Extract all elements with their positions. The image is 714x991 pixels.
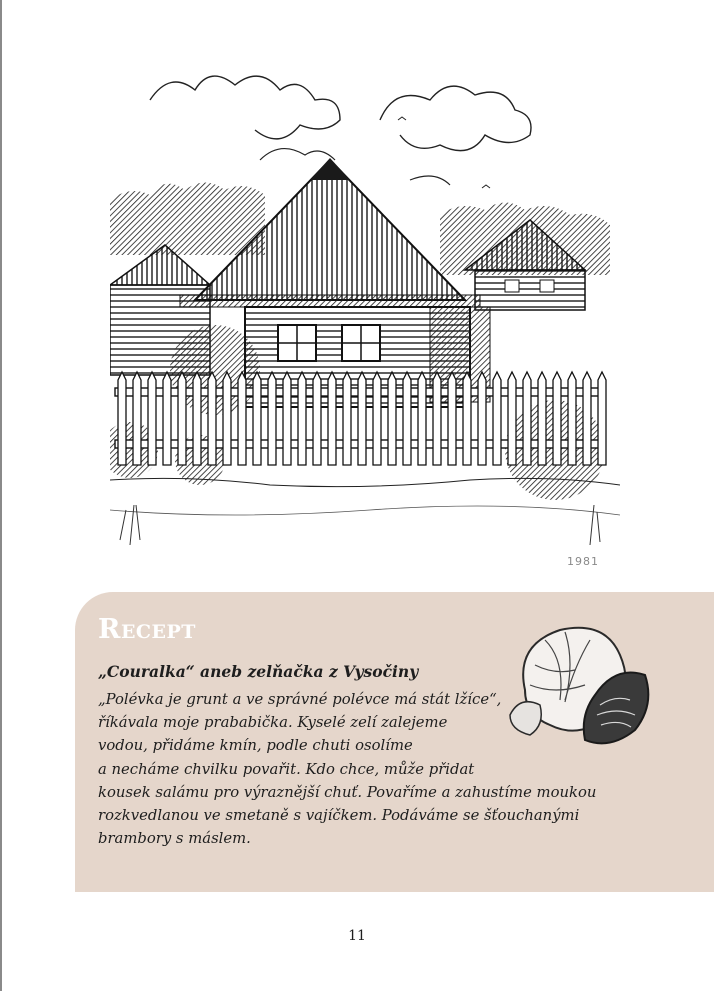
recipe-text-line: a necháme chvilku povařit. Kdo chce, může přidat [98, 760, 475, 778]
fence-picket [118, 372, 126, 465]
fence-picket [268, 372, 276, 465]
fence-picket [283, 372, 291, 465]
fence-picket [523, 372, 531, 465]
fence-picket [403, 372, 411, 465]
page-number: 11 [348, 928, 366, 944]
recipe-text-line: „Polévka je grunt a ve správné polévce má stát lžíce“, [98, 691, 502, 708]
recipe-text-line: brambory s máslem. [98, 830, 251, 848]
fence-picket [208, 372, 216, 465]
page-left-edge [0, 0, 2, 991]
fence-picket [223, 372, 231, 465]
village-cottages-illustration [110, 40, 620, 580]
recipe-text-line: kousek salámu pro výraznější chuť. Povaříme a zahustíme moukou [98, 783, 597, 801]
fence-picket [478, 372, 486, 465]
fence-picket [373, 372, 381, 465]
fence-picket [448, 372, 456, 465]
recipe-title: „Couralka“ aneb zelňačka z Vysočiny [98, 662, 419, 681]
fence-picket [238, 372, 246, 465]
recipe-text-line: rozkvedlanou ve smetaně s vajíčkem. Podáváme se šťouchanými [98, 807, 580, 825]
fence-picket [193, 372, 201, 465]
fence-picket [493, 372, 501, 465]
fence-picket [388, 372, 396, 465]
fence-picket [508, 372, 516, 465]
fence-picket [598, 372, 606, 465]
fence-picket [163, 372, 171, 465]
fence-picket [568, 372, 576, 465]
recipe-text-line: vodou, přidáme kmín, podle chuti osolíme [98, 737, 413, 755]
fence-picket [358, 372, 366, 465]
fence-picket [418, 372, 426, 465]
fence-picket [538, 372, 546, 465]
fence-picket [253, 372, 261, 465]
fence-picket [133, 372, 141, 465]
fence-picket [553, 372, 561, 465]
fence-picket [178, 372, 186, 465]
fence-picket [313, 372, 321, 465]
fence-picket [463, 372, 471, 465]
fence-picket [148, 372, 156, 465]
recipe-heading: Recept [98, 614, 196, 645]
recipe-text-line: říkávala moje prababička. Kyselé zelí zalejeme [98, 714, 448, 732]
artist-signature: 1981 [567, 555, 599, 568]
fence-picket [343, 372, 351, 465]
cabbage-illustration [505, 620, 655, 748]
fence-picket [328, 372, 336, 465]
fence-picket [433, 372, 441, 465]
fence-picket [298, 372, 306, 465]
recipe-panel [75, 592, 714, 892]
fence-picket [583, 372, 591, 465]
